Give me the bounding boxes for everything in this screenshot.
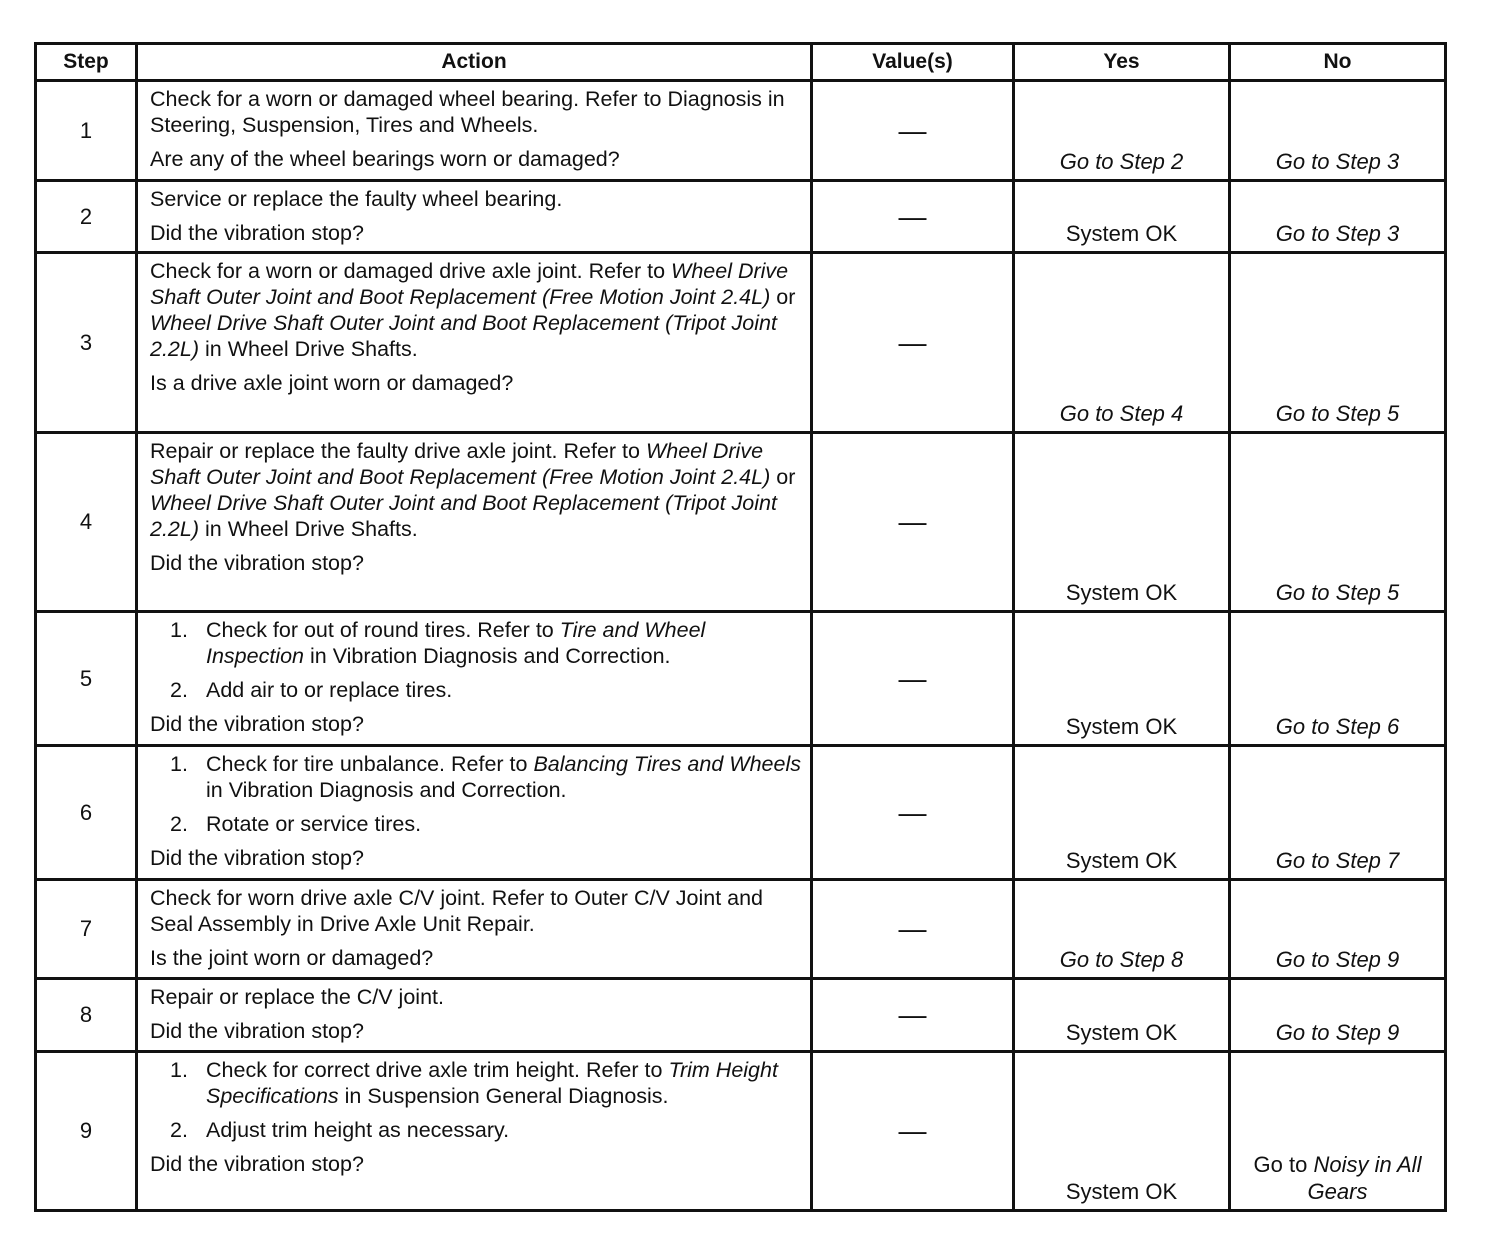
action-question: Did the vibration stop? [150, 551, 364, 575]
step-number: 6 [36, 746, 137, 880]
yes-cell: Go to Step 8 [1014, 880, 1230, 979]
action-text-plain: Check for out of round tires. Refer to [206, 618, 554, 642]
action-question: Is a drive axle joint worn or damaged? [150, 371, 514, 395]
header-action: Action [137, 44, 812, 81]
step-number: 5 [36, 612, 137, 746]
yes-cell: System OK [1014, 979, 1230, 1052]
action-text-plain: in Wheel Drive Shafts. [205, 517, 418, 541]
action-text: Repair or replace the C/V joint. [150, 985, 444, 1009]
reference-link-text: Wheel Drive Shaft Outer Joint and Boot Replacement (Tripot Joint 2.2L) [150, 491, 777, 541]
yes-cell: System OK [1014, 746, 1230, 880]
step-number: 9 [36, 1052, 137, 1211]
no-cell [1230, 1052, 1446, 1211]
action-text-plain: Rotate or service tires. [206, 812, 422, 836]
action-text-plain: in Suspension General Diagnosis. [344, 1084, 669, 1108]
reference-link-text: Wheel Drive Shaft Outer Joint and Boot Replacement (Free Motion Joint 2.4L) [150, 259, 789, 309]
table-row-step-8 [36, 979, 1446, 1052]
reference-link-text: Balancing Tires and Wheels [533, 752, 801, 776]
value-cell: — [812, 433, 1014, 612]
reference-link-text: Trim Height Specifications [206, 1058, 778, 1108]
substep-number: 1. [170, 1058, 188, 1082]
header-step: Step [36, 44, 137, 81]
list-item [150, 1057, 802, 1109]
action-cell [137, 880, 812, 979]
substep-list [150, 617, 802, 703]
action-question: Did the vibration stop? [150, 712, 364, 736]
no-cell: Go to Step 3 [1230, 81, 1446, 181]
value-cell: — [812, 880, 1014, 979]
header-row [36, 44, 1446, 81]
step-number: 7 [36, 880, 137, 979]
value-cell: — [812, 81, 1014, 181]
value-cell: — [812, 253, 1014, 433]
action-cell [137, 979, 812, 1052]
list-item [150, 677, 802, 703]
action-text-plain: Add air to or replace tires. [206, 678, 453, 702]
action-text-plain: in Wheel Drive Shafts. [205, 337, 418, 361]
value-cell: — [812, 1052, 1014, 1211]
yes-cell: System OK [1014, 433, 1230, 612]
yes-cell: Go to Step 4 [1014, 253, 1230, 433]
action-text-plain: Adjust trim height as necessary. [206, 1118, 510, 1142]
table-row-step-6 [36, 746, 1446, 880]
no-cell-text: Go to [1253, 1152, 1308, 1177]
action-text: Service or replace the faulty wheel bearing. [150, 187, 563, 211]
step-number: 3 [36, 253, 137, 433]
action-cell [137, 1052, 812, 1211]
no-cell: Go to Step 5 [1230, 433, 1446, 612]
header-yes: Yes [1014, 44, 1230, 81]
step-number: 1 [36, 81, 137, 181]
action-question: Did the vibration stop? [150, 1019, 364, 1043]
yes-cell: System OK [1014, 181, 1230, 253]
reference-link-text: Wheel Drive Shaft Outer Joint and Boot Replacement (Free Motion Joint 2.4L) [150, 439, 771, 489]
yes-cell: System OK [1014, 612, 1230, 746]
substep-number: 2. [170, 1118, 188, 1142]
no-cell: Go to Step 6 [1230, 612, 1446, 746]
header-values: Value(s) [812, 44, 1014, 81]
table-row-step-3 [36, 253, 1446, 433]
action-text-plain: Repair or replace the faulty drive axle joint. Refer to [150, 439, 640, 463]
value-cell: — [812, 979, 1014, 1052]
table-row-step-5 [36, 612, 1446, 746]
action-question: Did the vibration stop? [150, 846, 364, 870]
action-question: Did the vibration stop? [150, 221, 364, 245]
no-cell: Go to Step 5 [1230, 253, 1446, 433]
action-cell [137, 253, 812, 433]
value-cell: — [812, 181, 1014, 253]
action-text-plain: or [776, 465, 796, 489]
list-item [150, 811, 802, 837]
value-cell: — [812, 746, 1014, 880]
diagnostic-table [34, 42, 1447, 1212]
substep-number: 2. [170, 812, 188, 836]
table-row-step-2 [36, 181, 1446, 253]
step-number: 4 [36, 433, 137, 612]
action-text-plain: in Vibration Diagnosis and Correction. [206, 778, 567, 802]
substep-list [150, 751, 802, 837]
substep-list [150, 1057, 802, 1143]
substep-number: 1. [170, 618, 188, 642]
reference-link-text: Tire and Wheel Inspection [206, 618, 706, 668]
table-row-step-7 [36, 880, 1446, 979]
action-question: Are any of the wheel bearings worn or damaged? [150, 147, 620, 171]
no-cell: Go to Step 9 [1230, 979, 1446, 1052]
action-text-plain: Check for correct drive axle trim height. Refer to [206, 1058, 663, 1082]
action-text [150, 258, 802, 362]
substep-number: 1. [170, 752, 188, 776]
action-text-plain: Check for tire unbalance. Refer to [206, 752, 528, 776]
table-row-step-4 [36, 433, 1446, 612]
reference-link-text: Noisy in All Gears [1307, 1152, 1422, 1204]
list-item [150, 1117, 802, 1143]
list-item [150, 617, 802, 669]
table-row-step-9 [36, 1052, 1446, 1211]
action-cell [137, 81, 812, 181]
yes-cell: System OK [1014, 1052, 1230, 1211]
header-no: No [1230, 44, 1446, 81]
action-text-plain: Check for a worn or damaged drive axle joint. Refer to [150, 259, 666, 283]
no-cell: Go to Step 3 [1230, 181, 1446, 253]
action-text-plain: in Vibration Diagnosis and Correction. [310, 644, 671, 668]
action-cell [137, 746, 812, 880]
value-cell: — [812, 612, 1014, 746]
action-cell [137, 181, 812, 253]
table-row-step-1 [36, 81, 1446, 181]
reference-link-text: Wheel Drive Shaft Outer Joint and Boot Replacement (Tripot Joint 2.2L) [150, 311, 777, 361]
step-number: 2 [36, 181, 137, 253]
yes-cell: Go to Step 2 [1014, 81, 1230, 181]
substep-number: 2. [170, 678, 188, 702]
step-number: 8 [36, 979, 137, 1052]
action-text [150, 438, 802, 542]
action-cell [137, 612, 812, 746]
action-question: Did the vibration stop? [150, 1152, 364, 1176]
list-item [150, 751, 802, 803]
no-cell: Go to Step 9 [1230, 880, 1446, 979]
action-cell [137, 433, 812, 612]
action-question: Is the joint worn or damaged? [150, 946, 434, 970]
action-text-plain: or [776, 285, 796, 309]
action-text: Check for worn drive axle C/V joint. Refer to Outer C/V Joint and Seal Assembly in Drive Axle Unit Repair. [150, 886, 764, 936]
no-cell: Go to Step 7 [1230, 746, 1446, 880]
action-text: Check for a worn or damaged wheel bearing. Refer to Diagnosis in Steering, Suspension, Tires and Wheels. [150, 87, 785, 137]
